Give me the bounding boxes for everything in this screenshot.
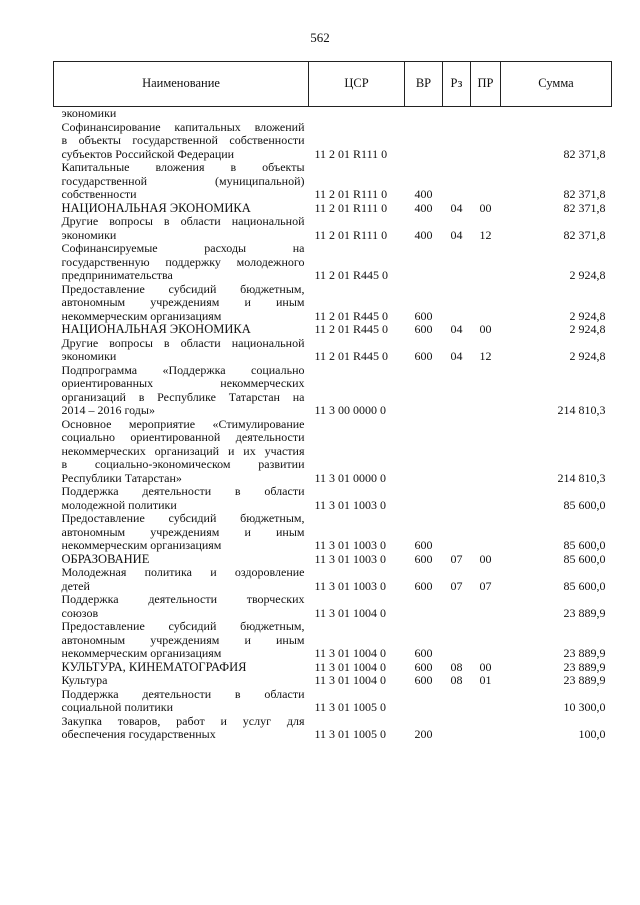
row-name-line: субъектов Российской Федерации <box>61 146 235 161</box>
row-name-line: ОБРАЗОВАНИЕ <box>61 551 150 566</box>
row-csr: 11 3 01 1003 0 <box>314 578 387 593</box>
row-vr: 600 <box>414 551 433 566</box>
row-name-line: некоммерческим организациям <box>61 646 222 660</box>
row-sum <box>501 107 612 121</box>
row-csr: 11 2 01 R111 0 <box>314 146 388 161</box>
row-name-line: Предоставление субсидий бюджетным, <box>61 511 305 525</box>
row-vr: 600 <box>414 659 433 674</box>
row-sum: 23 889,9 <box>563 673 606 687</box>
row-vr <box>405 242 443 283</box>
row-vr: 600 <box>414 538 433 552</box>
row-pr: 00 <box>479 551 492 566</box>
row-vr <box>405 364 443 418</box>
table-row <box>54 485 612 512</box>
header-rz: Рз <box>443 62 471 107</box>
row-sum: 23 889,9 <box>563 605 606 620</box>
row-name-line: в социально-экономическом развитии <box>61 457 305 471</box>
row-vr <box>405 107 443 121</box>
row-sum: 2 924,8 <box>569 268 606 282</box>
row-csr: 11 3 01 1003 0 <box>314 551 387 566</box>
row-rz: 04 <box>450 349 463 363</box>
row-csr: 11 3 01 0000 0 <box>314 470 387 485</box>
row-vr <box>405 593 443 620</box>
table-row <box>54 553 612 567</box>
row-name-line: Другие вопросы в области национальной <box>61 214 305 228</box>
row-name-line: некоммерческим организациям <box>61 538 222 552</box>
row-vr <box>405 418 443 486</box>
row-name-line: НАЦИОНАЛЬНАЯ ЭКОНОМИКА <box>61 200 251 215</box>
row-csr: 11 2 01 R111 0 <box>314 200 388 215</box>
row-vr <box>405 485 443 512</box>
row-sum: 82 371,8 <box>563 146 606 161</box>
row-rz <box>443 485 471 512</box>
row-rz: 04 <box>450 322 463 336</box>
table-row <box>54 512 612 553</box>
header-vr: ВР <box>405 62 443 107</box>
row-sum: 85 600,0 <box>563 497 606 512</box>
header-name: Наименование <box>54 62 309 107</box>
row-name-line: некоммерческим организациям <box>61 308 222 323</box>
table-row <box>54 715 612 742</box>
table-row <box>54 215 612 242</box>
row-name-line: экономики <box>61 106 117 120</box>
row-name <box>54 418 309 486</box>
row-name-line: Поддержка деятельности в области <box>61 484 305 498</box>
row-name-line: Подпрограмма «Поддержка социально <box>61 362 305 377</box>
row-name-line: молодежной политики <box>61 497 177 512</box>
row-name-line: автономным учреждениям и иным <box>61 295 305 309</box>
row-name-line: Предоставление субсидий бюджетным, <box>61 619 305 633</box>
row-csr: 11 3 01 1005 0 <box>314 727 387 741</box>
row-vr: 600 <box>414 673 433 687</box>
row-name-line: НАЦИОНАЛЬНАЯ ЭКОНОМИКА <box>61 322 251 336</box>
row-pr <box>471 242 501 283</box>
row-name <box>54 661 309 675</box>
row-pr <box>471 715 501 742</box>
row-vr <box>405 121 443 162</box>
row-name-line: Софинансирование капитальных вложений <box>61 119 305 134</box>
row-pr <box>471 161 501 202</box>
row-rz <box>443 620 471 661</box>
row-name <box>54 337 309 364</box>
row-sum: 82 371,8 <box>563 227 606 242</box>
row-vr: 600 <box>414 349 433 363</box>
row-name-line: социальной политики <box>61 700 173 714</box>
row-pr <box>471 283 501 324</box>
row-name <box>54 485 309 512</box>
table-row <box>54 661 612 675</box>
row-vr: 600 <box>414 578 433 593</box>
row-vr: 400 <box>414 200 433 215</box>
row-csr: 11 2 01 R445 0 <box>314 349 389 363</box>
table-row <box>54 242 612 283</box>
row-csr: 11 3 01 1004 0 <box>314 646 387 660</box>
header-pr: ПР <box>471 62 501 107</box>
table-row <box>54 283 612 324</box>
row-name <box>54 593 309 620</box>
page-number: 562 <box>310 30 330 45</box>
row-name-line: государственной (муниципальной) <box>61 173 305 188</box>
row-pr: 00 <box>479 200 492 215</box>
row-name-line: ориентированных некоммерческих <box>61 376 305 390</box>
row-sum: 82 371,8 <box>563 200 606 215</box>
row-csr: 11 2 01 R111 0 <box>314 227 388 242</box>
row-vr: 200 <box>414 727 433 741</box>
table-row <box>54 566 612 593</box>
row-rz: 04 <box>450 200 463 215</box>
row-name-line: экономики <box>61 349 117 363</box>
row-csr: 11 3 01 1005 0 <box>314 700 387 714</box>
row-name <box>54 242 309 283</box>
row-pr: 00 <box>479 322 492 336</box>
row-sum: 10 300,0 <box>563 700 606 714</box>
table-body <box>54 107 612 742</box>
row-name-line: детей <box>61 578 90 593</box>
row-name <box>54 323 309 337</box>
row-name-line: Молодежная политика и оздоровление <box>61 565 305 579</box>
row-rz <box>443 715 471 742</box>
row-name <box>54 215 309 242</box>
row-rz: 08 <box>450 659 463 674</box>
budget-table <box>53 61 612 742</box>
row-name-line: экономики <box>61 227 117 242</box>
table-row <box>54 161 612 202</box>
table-row <box>54 364 612 418</box>
row-vr: 600 <box>414 646 433 660</box>
row-csr: 11 3 01 1003 0 <box>314 538 387 552</box>
row-sum: 23 889,9 <box>563 646 606 660</box>
row-name-line: Основное мероприятие «Стимулирование <box>61 416 305 431</box>
row-name-line: Поддержка деятельности творческих <box>61 592 305 606</box>
row-name-line: организаций в Республике Татарстан на <box>61 389 305 404</box>
row-sum: 23 889,9 <box>563 659 606 674</box>
row-csr: 11 2 01 R445 0 <box>314 322 389 336</box>
row-name-line: Предоставление субсидий бюджетным, <box>61 281 305 296</box>
table-row <box>54 418 612 486</box>
table-row <box>54 107 612 121</box>
row-name <box>54 620 309 661</box>
row-pr <box>471 107 501 121</box>
row-vr: 600 <box>414 322 433 336</box>
row-pr <box>471 485 501 512</box>
row-csr: 11 2 01 R111 0 <box>314 187 388 201</box>
row-csr: 11 3 01 1004 0 <box>314 673 387 687</box>
table-row <box>54 121 612 162</box>
row-sum: 214 810,3 <box>557 470 606 485</box>
row-name-line: некоммерческих организаций и их участия <box>61 443 305 458</box>
row-rz: 04 <box>450 227 463 242</box>
row-name-line: Закупка товаров, работ и услуг для <box>61 713 305 728</box>
row-sum: 82 371,8 <box>563 187 606 201</box>
row-name <box>54 512 309 553</box>
row-name-line: предпринимательства <box>61 268 173 282</box>
row-vr: 400 <box>414 227 433 242</box>
row-sum: 85 600,0 <box>563 578 606 593</box>
row-name-line: автономным учреждениям и иным <box>61 524 305 539</box>
table-row <box>54 620 612 661</box>
row-sum: 2 924,8 <box>569 349 606 363</box>
row-vr <box>405 688 443 715</box>
row-sum: 85 600,0 <box>563 551 606 566</box>
row-pr <box>471 418 501 486</box>
row-name-line: Республики Татарстан» <box>61 470 182 485</box>
row-name <box>54 121 309 162</box>
row-rz <box>443 161 471 202</box>
row-name-line: Капитальные вложения в объекты <box>61 160 305 174</box>
row-name <box>54 283 309 324</box>
row-rz: 07 <box>450 578 463 593</box>
row-vr: 600 <box>414 308 433 323</box>
row-pr: 12 <box>479 227 492 242</box>
header-csr: ЦСР <box>309 62 405 107</box>
row-sum: 100,0 <box>578 727 606 741</box>
row-name-line: Культура <box>61 673 108 687</box>
table-row <box>54 688 612 715</box>
row-rz <box>443 418 471 486</box>
row-name <box>54 364 309 418</box>
row-name <box>54 202 309 216</box>
row-rz <box>443 283 471 324</box>
row-sum: 2 924,8 <box>569 308 606 323</box>
row-vr: 400 <box>414 187 433 201</box>
table-header-row <box>54 62 612 107</box>
row-name-line: Поддержка деятельности в области <box>61 686 305 701</box>
row-rz: 08 <box>450 673 463 687</box>
row-name-line: в объекты государственной собственности <box>61 133 305 147</box>
row-name <box>54 107 309 121</box>
row-name-line: 2014 – 2016 годы» <box>61 403 155 417</box>
row-sum: 214 810,3 <box>557 403 606 417</box>
row-name <box>54 553 309 567</box>
row-pr <box>471 512 501 553</box>
row-name-line: социально ориентированной деятельности <box>61 430 305 444</box>
row-csr: 11 3 01 1003 0 <box>314 497 387 512</box>
row-name-line: автономным учреждениям и иным <box>61 632 305 647</box>
row-name <box>54 715 309 742</box>
row-name <box>54 674 309 688</box>
row-rz <box>443 107 471 121</box>
row-csr: 11 3 01 1004 0 <box>314 659 387 674</box>
row-pr <box>471 620 501 661</box>
row-pr: 01 <box>479 673 492 687</box>
table-row <box>54 202 612 216</box>
row-csr: 11 2 01 R445 0 <box>314 308 389 323</box>
row-pr <box>471 364 501 418</box>
row-csr <box>309 107 405 121</box>
row-rz <box>443 593 471 620</box>
row-rz <box>443 688 471 715</box>
row-name-line: Софинансируемые расходы на <box>61 241 305 255</box>
row-rz <box>443 364 471 418</box>
row-rz <box>443 242 471 283</box>
header-sum: Сумма <box>501 62 612 107</box>
row-name-line: собственности <box>61 187 137 201</box>
row-pr: 12 <box>479 349 492 363</box>
row-name <box>54 688 309 715</box>
row-name <box>54 161 309 202</box>
row-pr: 00 <box>479 659 492 674</box>
row-rz: 07 <box>450 551 463 566</box>
row-name-line: государственную поддержку молодежного <box>61 254 305 269</box>
row-csr: 11 3 01 1004 0 <box>314 605 387 620</box>
row-name-line: обеспечения государственных <box>61 727 216 741</box>
table-row <box>54 593 612 620</box>
row-pr <box>471 593 501 620</box>
row-name-line: КУЛЬТУРА, КИНЕМАТОГРАФИЯ <box>61 659 247 674</box>
row-name-line: союзов <box>61 605 99 620</box>
row-rz <box>443 512 471 553</box>
row-pr <box>471 688 501 715</box>
row-name <box>54 566 309 593</box>
table-row <box>54 323 612 337</box>
row-pr <box>471 121 501 162</box>
row-rz <box>443 121 471 162</box>
row-name-line: Другие вопросы в области национальной <box>61 335 305 350</box>
table-row <box>54 674 612 688</box>
row-csr: 11 3 00 0000 0 <box>314 403 387 417</box>
row-pr: 07 <box>479 578 492 593</box>
table-row <box>54 337 612 364</box>
row-sum: 85 600,0 <box>563 538 606 552</box>
row-csr: 11 2 01 R445 0 <box>314 268 389 282</box>
row-sum: 2 924,8 <box>569 322 606 336</box>
